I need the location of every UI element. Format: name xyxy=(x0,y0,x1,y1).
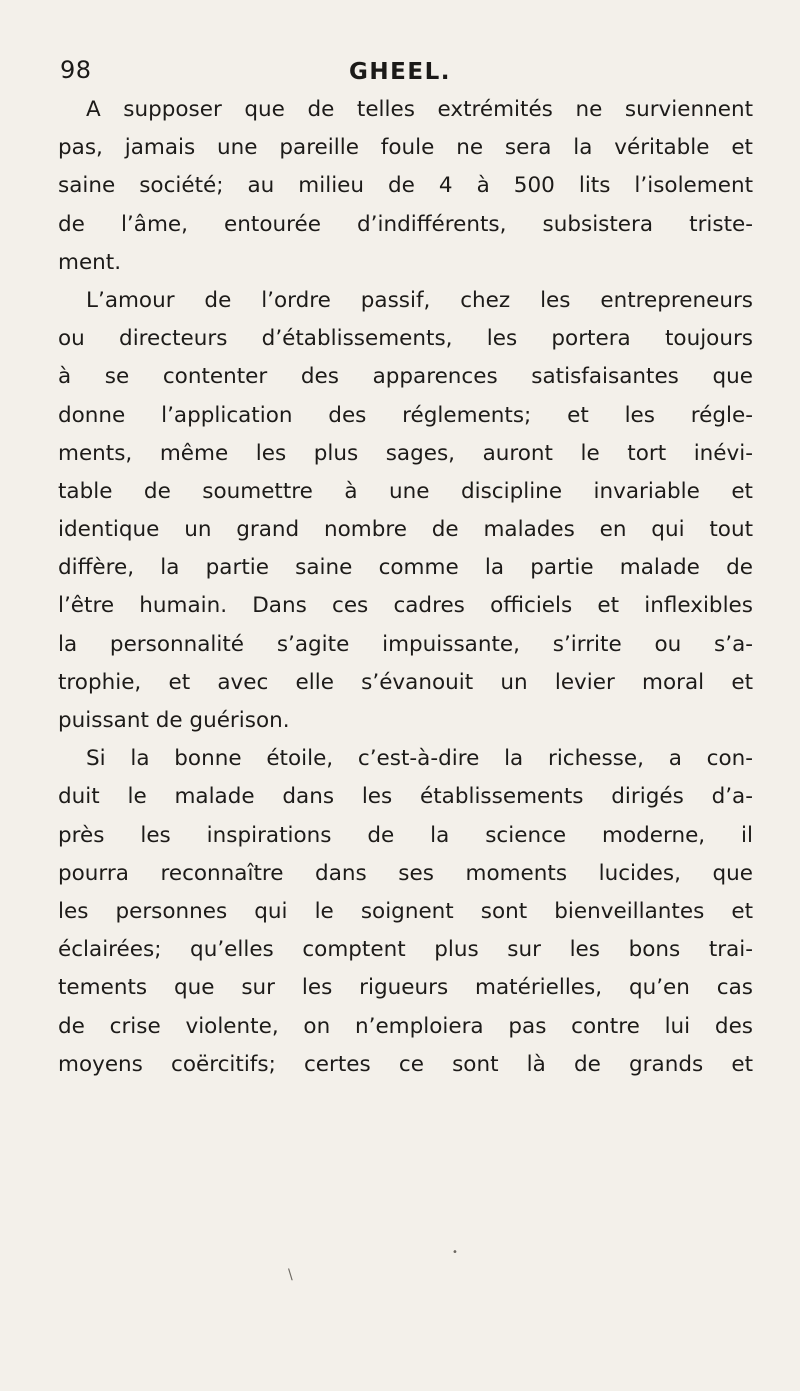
text-line: pourra reconnaître dans ses moments lucides, que xyxy=(58,860,753,886)
text-line: de crise violente, on n’emploiera pas contre lui des xyxy=(58,1013,753,1039)
text-line: identique un grand nombre de malades en qui tout xyxy=(58,517,753,543)
text-line: tements que sur les rigueurs matérielles, qu’en cas xyxy=(58,975,753,1001)
running-head: GHEEL. xyxy=(349,59,451,85)
text-line: les personnes qui le soignent sont bienveillantes et xyxy=(58,898,753,924)
body-text xyxy=(58,91,753,1084)
text-line: duit le malade dans les établissements dirigés d’a- xyxy=(58,784,753,810)
text-line: diffère, la partie saine comme la partie malade de xyxy=(58,555,753,581)
ink-dot: • xyxy=(452,1247,458,1258)
text-line: A supposer que de telles extrémités ne surviennent xyxy=(86,97,753,122)
text-line: donne l’application des réglements; et les régle- xyxy=(58,402,753,428)
text-line: moyens coërcitifs; certes ce sont là de grands et xyxy=(58,1051,753,1077)
text-line: à se contenter des apparences satisfaisantes que xyxy=(58,364,753,390)
text-line: de l’âme, entourée d’indifférents, subsistera triste- xyxy=(58,211,753,237)
text-line: près les inspirations de la science moderne, il xyxy=(58,822,753,848)
ink-speck: \ xyxy=(288,1267,293,1283)
text-line: table de soumettre à une discipline invariable et xyxy=(58,478,753,504)
paragraph-3 xyxy=(58,740,753,1084)
text-line: ments, même les plus sages, auront le tort inévi- xyxy=(58,440,753,466)
paragraph-2 xyxy=(58,282,753,740)
text-line: la personnalité s’agite impuissante, s’irrite ou s’a- xyxy=(58,631,753,657)
text-line: pas, jamais une pareille foule ne sera la véritable et xyxy=(58,135,753,161)
text-line: L’amour de l’ordre passif, chez les entrepreneurs xyxy=(86,287,753,313)
paragraph-1 xyxy=(58,91,753,282)
text-line: saine société; au milieu de 4 à 500 lits l’isolement xyxy=(58,173,753,199)
text-line: ment. xyxy=(58,249,122,275)
text-line: Si la bonne étoile, c’est-à-dire la richesse, a con- xyxy=(86,746,753,772)
text-line: l’être humain. Dans ces cadres officiels et inflexibles xyxy=(58,593,753,619)
page-number: 98 xyxy=(60,56,92,84)
text-line: puissant de guérison. xyxy=(58,708,290,733)
text-line: trophie, et avec elle s’évanouit un levier moral et xyxy=(58,669,753,695)
text-line: éclairées; qu’elles comptent plus sur les bons trai- xyxy=(58,937,753,963)
text-line: ou directeurs d’établissements, les portera toujours xyxy=(58,326,753,352)
